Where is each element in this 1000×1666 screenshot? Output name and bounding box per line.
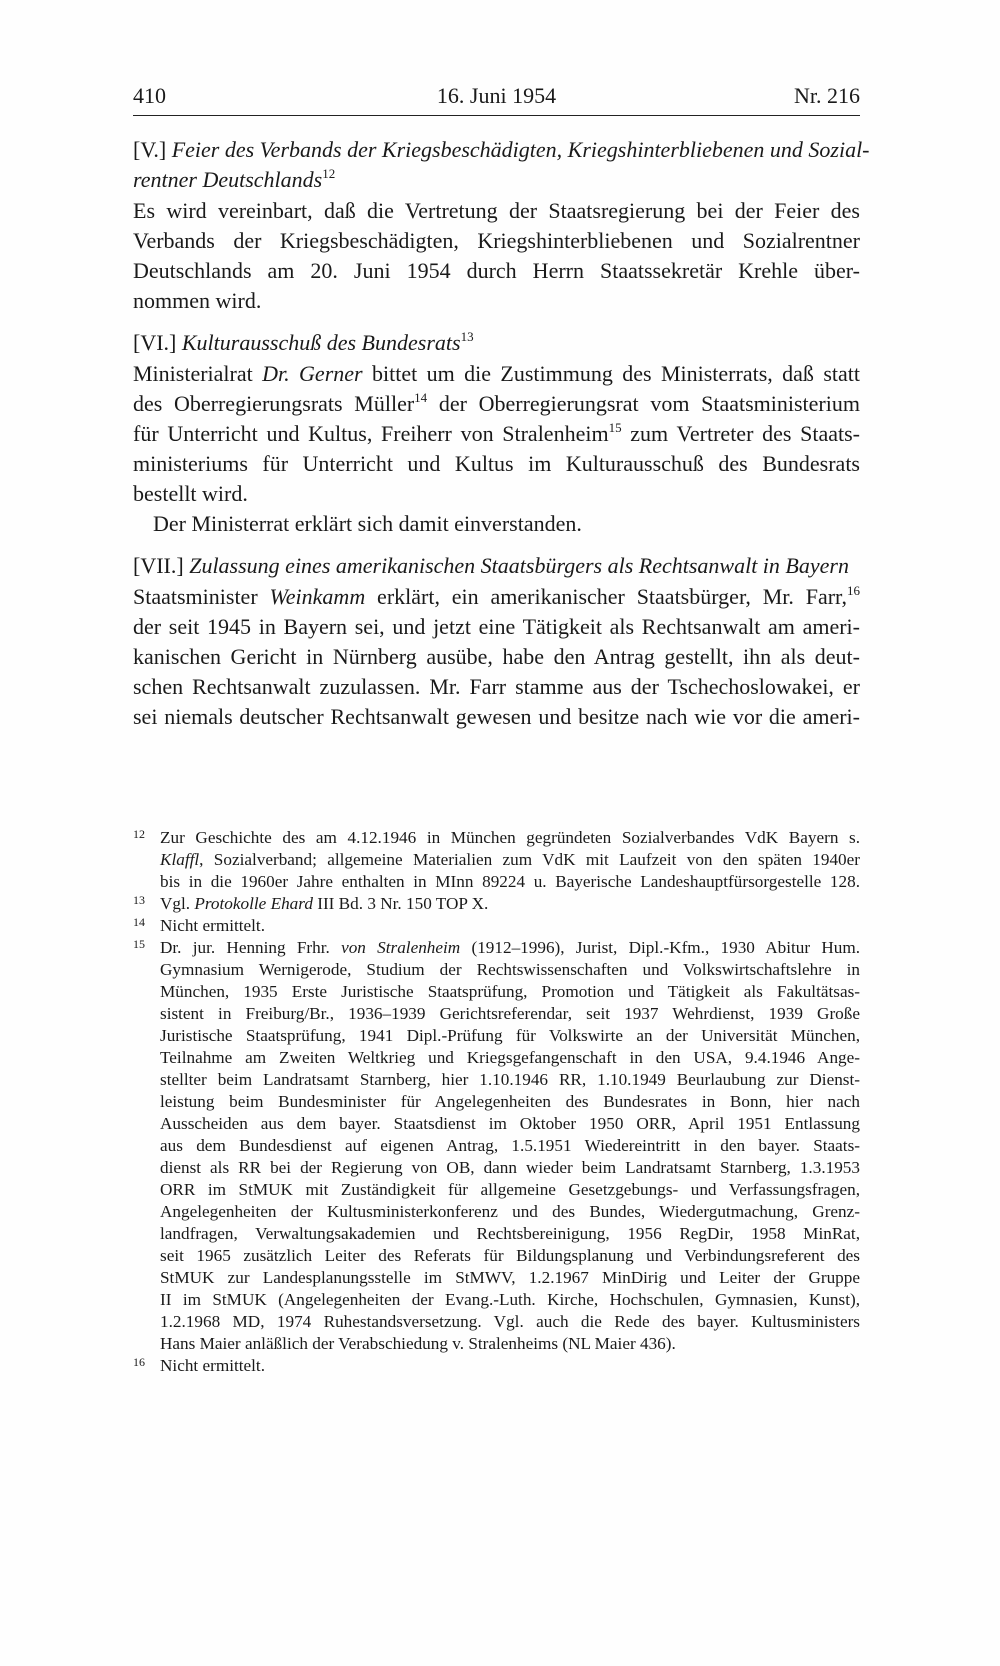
paragraph-line xyxy=(133,419,860,449)
text-run: Staatsminister xyxy=(133,584,270,609)
footnote-text: seit 1965 zusätzlich Leiter des Referats für Bildungsplanung und Verbindungsreferent des xyxy=(160,1246,860,1265)
section-title: Zulassung eines amerikanischen Staatsbürgers als Rechtsanwalt in Bayern xyxy=(189,553,849,578)
text-run: , Sozialverband; allgemeine Materialien zum VdK mit Laufzeit von den späten 1940er xyxy=(199,850,860,869)
footnote-text: stellter beim Landratsamt Starnberg, hier 1.10.1946 RR, 1.10.1949 Beurlaubung zur Dienst- xyxy=(160,1070,860,1089)
paragraph-line: ministeriums für Unterricht und Kultus im Kulturausschuß des Bundesrats xyxy=(133,451,860,476)
footnote-text xyxy=(160,937,860,959)
footnote-ref[interactable]: 14 xyxy=(414,390,428,405)
paragraph-line: Der Ministerrat erklärt sich damit einverstanden. xyxy=(153,511,582,536)
text-run: Vgl. xyxy=(160,894,195,913)
author-name: Klaffl xyxy=(160,850,200,869)
footnote-text xyxy=(160,893,860,915)
footnote-text: dienst als RR bei der Regierung von OB, dann wieder beim Landratsamt Starnberg, 1.3.1953 xyxy=(160,1158,860,1177)
footnote-text: leistung beim Bundesminister für Angelegenheiten des Bundesrates in Bonn, hier nach xyxy=(160,1092,860,1111)
page-number: 410 xyxy=(133,83,166,108)
footnote-text: Angelegenheiten der Kultusministerkonferenz und des Bundes, Wiedergutmachung, Grenz- xyxy=(160,1202,860,1221)
text-run: bittet um die Zustimmung des Ministerrats, daß statt xyxy=(362,361,860,386)
footnote-number: 16 xyxy=(133,1355,145,1369)
text-run: der Oberregierungsrat vom Staatsministerium xyxy=(427,391,860,416)
footnote-ref[interactable]: 16 xyxy=(847,583,860,598)
paragraph-line xyxy=(133,359,860,389)
text-run: des Oberregierungsrats Müller xyxy=(133,391,415,416)
footnote-text: aus dem Bundesdienst auf eigenen Antrag, 1.5.1951 Wiedereintritt in den bayer. Staats- xyxy=(160,1136,860,1155)
footnote-text: Teilnahme am Zweiten Weltkrieg und Kriegsgefangenschaft in den USA, 9.4.1946 Ange- xyxy=(160,1048,860,1067)
footnote-text: Hans Maier anläßlich der Verabschiedung v. Stralenheims (NL Maier 436). xyxy=(160,1334,676,1353)
paragraph-line: nommen wird. xyxy=(133,288,262,313)
text-run: III Bd. 3 Nr. 150 TOP X. xyxy=(312,894,489,913)
paragraph-line: Es wird vereinbart, daß die Vertretung der Staatsregierung bei der Feier des xyxy=(133,198,860,223)
footnote-ref[interactable]: 15 xyxy=(608,420,622,435)
person-name: Dr. Gerner xyxy=(262,361,363,386)
footnote-number: 12 xyxy=(133,827,145,841)
footnote-text: 1.2.1968 MD, 1974 Ruhestandsversetzung. Vgl. auch die Rede des bayer. Kultusministers xyxy=(160,1312,860,1331)
text-run: (1912–1996), Jurist, Dipl.-Kfm., 1930 Abitur Hum. xyxy=(460,938,860,957)
footnote-text: Juristische Staatsprüfung, 1941 Dipl.-Prüfung für Volkswirte an der Universität München, xyxy=(160,1026,860,1045)
paragraph-line xyxy=(133,389,860,419)
person-name: von Stralenheim xyxy=(341,938,461,957)
text-run: Dr. jur. Henning Frhr. xyxy=(160,938,342,957)
person-name: Weinkamm xyxy=(269,584,366,609)
footnote-text: ORR im StMUK mit Zuständigkeit für allgemeine Gesetzgebungs- und Verfassungsfragen, xyxy=(160,1180,860,1199)
paragraph-line: Deutschlands am 20. Juni 1954 durch Herrn Staatssekretär Krehle über- xyxy=(133,258,860,283)
running-head xyxy=(133,80,860,112)
footnote-text: landfragen, Verwaltungsakademien und Rechtsbereinigung, 1956 RegDir, 1958 MinRat, xyxy=(160,1224,860,1243)
text-run: zum Vertreter des Staats- xyxy=(621,421,860,446)
footnote-number: 14 xyxy=(133,915,145,929)
footnote-ref[interactable]: 12 xyxy=(322,166,336,181)
footnote-text: sistent in Freiburg/Br., 1936–1939 Gerichtsreferendar, seit 1937 Wehrdienst, 1939 Große xyxy=(160,1004,860,1023)
paragraph-line: Verbands der Kriegsbeschädigten, Kriegshinterbliebenen und Sozialrentner xyxy=(133,228,860,253)
footnote-text xyxy=(160,849,860,871)
header-rule xyxy=(133,115,860,116)
document-number: Nr. 216 xyxy=(794,83,860,108)
text-run: für Unterricht und Kultus, Freiherr von Stralenheim xyxy=(133,421,609,446)
footnote-text: Nicht ermittelt. xyxy=(160,916,266,935)
section-numeral: [V.] xyxy=(133,137,167,162)
section-numeral: [VII.] xyxy=(133,553,184,578)
text-run: Ministerialrat xyxy=(133,361,263,386)
paragraph-line xyxy=(133,582,860,612)
section-title: Kulturausschuß des Bundesrats xyxy=(181,330,461,355)
footnote-text: Gymnasium Wernigerode, Studium der Rechtswissenschaften und Volkswirtschaftslehre in xyxy=(160,960,860,979)
paragraph-line: sei niemals deutscher Rechtsanwalt gewesen und besitze nach wie vor die ameri- xyxy=(133,704,860,729)
paragraph-line: schen Rechtsanwalt zuzulassen. Mr. Farr stamme aus der Tschechoslowakei, er xyxy=(133,674,860,699)
header-date: 16. Juni 1954 xyxy=(436,83,557,108)
section-numeral: [VI.] xyxy=(133,330,177,355)
footnote-text: bis in die 1960er Jahre enthalten in MInn 89224 u. Bayerische Landeshauptfürsorgestelle 128. xyxy=(160,872,860,891)
section-vii-heading xyxy=(133,551,860,581)
section-vi-heading xyxy=(133,328,860,358)
section-title: Feier des Verbands der Kriegsbeschädigten, Kriegshinterbliebenen und Sozial- xyxy=(171,137,870,162)
paragraph-line: kanischen Gericht in Nürnberg ausübe, habe den Antrag gestellt, ihn als deut- xyxy=(133,644,860,669)
footnote-number: 15 xyxy=(133,937,145,951)
paragraph-line: bestellt wird. xyxy=(133,481,248,506)
footnote-text: München, 1935 Erste Juristische Staatsprüfung, Promotion und Tätigkeit als Fakultätsas- xyxy=(160,982,860,1001)
section-v-heading-line2 xyxy=(133,165,860,195)
footnote-text: Zur Geschichte des am 4.12.1946 in München gegründeten Sozialverbandes VdK Bayern s. xyxy=(160,828,860,847)
footnote-text: StMUK zur Landesplanungsstelle im StMWV, 1.2.1967 MinDirig und Leiter der Gruppe xyxy=(160,1268,860,1287)
section-v-heading-line1 xyxy=(133,135,870,165)
footnote-text: Nicht ermittelt. xyxy=(160,1356,266,1375)
footnote-text: Ausscheiden aus dem bayer. Staatsdienst im Oktober 1950 ORR, April 1951 Entlassung xyxy=(160,1114,860,1133)
work-title: Protokolle Ehard xyxy=(194,894,313,913)
text-run: erklärt, ein amerikanischer Staatsbürger, Mr. Farr, xyxy=(365,584,847,609)
section-title: rentner Deutschlands xyxy=(133,167,323,192)
paragraph-line: der seit 1945 in Bayern sei, und jetzt eine Tätigkeit als Rechtsanwalt am ameri- xyxy=(133,614,860,639)
footnote-number: 13 xyxy=(133,893,145,907)
footnote-ref[interactable]: 13 xyxy=(460,329,474,344)
footnote-text: II im StMUK (Angelegenheiten der Evang.-Luth. Kirche, Hochschulen, Gymnasien, Kunst), xyxy=(160,1290,860,1309)
